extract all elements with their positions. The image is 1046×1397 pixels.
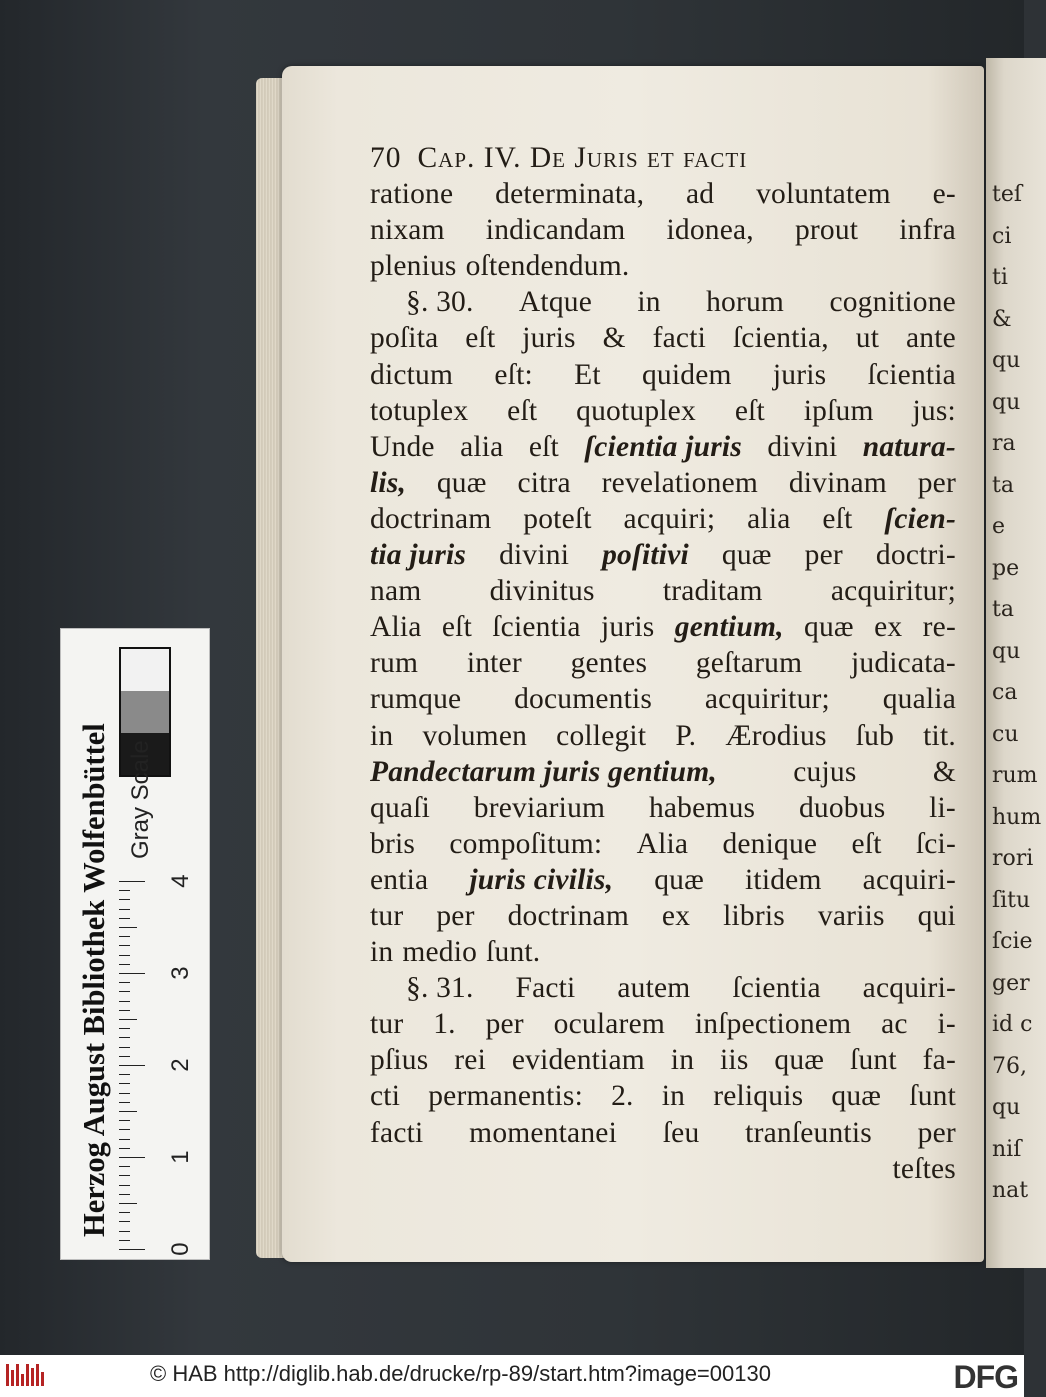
word: prout: [794, 214, 859, 247]
word: ſci-: [915, 827, 956, 860]
word: tur: [370, 1008, 404, 1041]
text-line: [370, 898, 956, 934]
word: judicata-: [850, 647, 956, 680]
word: eſt: [441, 611, 472, 644]
ruler-institution-label: Herzog August Bibliothek Wolfenbüttel: [77, 723, 111, 1237]
word: &: [932, 755, 956, 788]
word: qualia: [882, 683, 956, 716]
text-line: [370, 754, 956, 790]
word: &: [602, 322, 626, 355]
word: cognitione: [829, 286, 956, 319]
text-line: [370, 826, 956, 862]
facing-page-fragment: 76,: [992, 1053, 1027, 1079]
text-line: [370, 573, 956, 609]
word: rum: [370, 647, 419, 680]
word: idonea,: [666, 214, 754, 247]
text-line: [370, 862, 956, 898]
word: bris: [370, 827, 416, 860]
scale-number: 3: [167, 966, 194, 980]
facing-page-fragment: ta: [992, 472, 1014, 498]
word: divinitus: [489, 575, 595, 608]
text-line: [370, 718, 956, 754]
word: fa-: [922, 1044, 956, 1077]
facing-page-fragment: ci: [992, 223, 1012, 249]
word: divini: [767, 430, 838, 463]
facing-page-fragment: cu: [992, 721, 1019, 747]
facing-page-fragment: ſcie: [992, 929, 1033, 954]
scale-tick: [119, 1221, 130, 1222]
scale-tick: [119, 1249, 145, 1250]
word: determinata,: [495, 178, 645, 211]
word: e-: [932, 178, 956, 211]
word: per: [436, 899, 475, 932]
scale-tick: [119, 890, 130, 891]
text-line: [370, 609, 956, 645]
text-line: [370, 1078, 956, 1114]
word: permanentis:: [428, 1080, 583, 1113]
word: ſcientia: [867, 358, 956, 391]
facing-page-fragment: ca: [992, 680, 1018, 705]
facing-page-fragment: qu: [992, 348, 1021, 373]
scale-tick: [119, 1028, 130, 1029]
word: voluntatem: [756, 178, 891, 211]
text-line: [370, 1006, 956, 1042]
word: in: [661, 1080, 686, 1113]
word: nixam: [370, 214, 445, 247]
scale-tick: [119, 945, 130, 946]
word: iis: [720, 1044, 749, 1077]
word: ſub: [855, 719, 895, 752]
word: rei: [454, 1044, 486, 1077]
facing-page-fragment: qu: [992, 1095, 1021, 1120]
word: qui: [917, 899, 956, 932]
word: eſt: [851, 827, 882, 860]
scale-number: 1: [167, 1150, 194, 1164]
word: quæ: [721, 539, 772, 572]
word: doctrinam: [507, 899, 629, 932]
word: ſcien-: [884, 502, 956, 535]
word: dictum: [370, 358, 454, 391]
scale-tick: [119, 899, 130, 900]
word: eſt: [734, 394, 765, 427]
word: ante: [905, 322, 956, 355]
word: revelationem: [601, 466, 759, 499]
credit-link[interactable]: © HAB http://diglib.hab.de/drucke/rp-89/start.htm?image=00130: [150, 1361, 771, 1386]
word: reliquis: [713, 1080, 804, 1113]
scale-tick: [119, 1120, 130, 1121]
word: divinam: [788, 466, 887, 499]
word: citra: [517, 466, 571, 499]
word: inſpectionem: [694, 1008, 852, 1041]
dfg-logo: DFG: [953, 1359, 1018, 1395]
word: naturа-: [862, 430, 956, 463]
word: §. 30.: [406, 286, 474, 319]
word: pſius: [370, 1044, 429, 1077]
word: habemus: [648, 791, 756, 824]
word: ſcientia: [492, 611, 581, 644]
word: totuplex: [370, 394, 469, 427]
word: evidentiam: [511, 1044, 645, 1077]
scale-tick: [119, 1175, 130, 1176]
word: rumque: [370, 683, 462, 716]
word: ſunt: [909, 1080, 956, 1113]
word: quæ: [831, 1080, 882, 1113]
word: quotuplex: [576, 394, 696, 427]
word: nam: [370, 575, 422, 608]
word: ſunt.: [486, 936, 541, 969]
word: autem: [617, 972, 691, 1005]
gray-patch: [121, 649, 169, 691]
word: ocularem: [553, 1008, 666, 1041]
word: denique: [722, 827, 818, 860]
word: collegit: [556, 719, 647, 752]
word: eſt: [465, 322, 496, 355]
word: quæ: [804, 611, 854, 644]
scale-tick: [119, 918, 130, 919]
catchword-line: [370, 1151, 956, 1187]
scale-tick: [119, 1203, 137, 1204]
word: cujus: [793, 755, 857, 788]
word: variis: [817, 899, 885, 932]
word: per: [804, 539, 843, 572]
scale-tick: [119, 1129, 130, 1130]
scale-tick: [119, 927, 137, 928]
scale-tick: [119, 982, 130, 983]
gray-scale-label: Gray Scale: [127, 740, 154, 859]
word: per: [917, 466, 956, 499]
word: itidem: [745, 863, 822, 896]
word: indicandam: [485, 214, 626, 247]
scale-tick: [119, 1093, 130, 1094]
facing-page-fragment: ſitu: [992, 887, 1031, 913]
word: Unde: [370, 430, 435, 463]
word: facti: [652, 322, 706, 355]
word: re-: [922, 611, 956, 644]
word: §. 31.: [406, 972, 474, 1005]
catchword: teſtes: [892, 1152, 956, 1185]
word: breviarium: [473, 791, 606, 824]
word: plenius: [370, 250, 457, 283]
word: 1.: [433, 1008, 456, 1041]
word: eſt: [822, 502, 853, 535]
word: ſcientia juris: [584, 430, 742, 463]
word: tit.: [923, 719, 956, 752]
word: geſtarum: [695, 647, 803, 680]
word: tranſeuntis: [745, 1116, 872, 1149]
word: ſunt: [850, 1044, 897, 1077]
word: duobus: [798, 791, 886, 824]
word: li-: [929, 791, 956, 824]
word: compoſitum:: [449, 827, 603, 860]
word: lis,: [370, 466, 407, 499]
word: libris: [723, 899, 785, 932]
word: poſitivi: [602, 539, 689, 572]
word: eſt: [528, 430, 559, 463]
word: ex: [661, 899, 691, 932]
text-line: [370, 393, 956, 429]
word: quæ: [654, 863, 704, 896]
scale-number: 4: [167, 874, 194, 888]
word: quæ: [774, 1044, 825, 1077]
scale-tick: [119, 1010, 130, 1011]
facing-page-fragment: niſ: [992, 1136, 1022, 1162]
scale-tick: [119, 1083, 130, 1084]
word: acquiri-: [862, 863, 956, 896]
word: tur: [370, 899, 404, 932]
color-ruler: [60, 628, 210, 1260]
word: poteſt: [523, 502, 592, 535]
facing-page-fragment: &: [992, 306, 1012, 332]
word: ipſum: [803, 394, 874, 427]
facing-page-fragment: rum: [992, 763, 1038, 788]
word: per: [917, 1116, 956, 1149]
scale-tick: [119, 1231, 130, 1232]
word: juris civilis,: [469, 863, 614, 896]
facing-page-fragment: nat: [992, 1178, 1029, 1203]
word: 2.: [611, 1080, 634, 1113]
word: eſt: [507, 394, 538, 427]
facing-page-fragment: e: [992, 514, 1006, 539]
scale-tick: [119, 1102, 130, 1103]
body-lines: [370, 176, 956, 1151]
scale-tick: [119, 991, 130, 992]
text-line: [370, 1115, 956, 1151]
scale-tick: [119, 1185, 130, 1186]
word: alia: [747, 502, 791, 535]
text-line: [370, 681, 956, 717]
word: Facti: [515, 972, 576, 1005]
scale-tick: [119, 1037, 130, 1038]
word: traditam: [662, 575, 763, 608]
text-line: [370, 1042, 956, 1078]
word: divini: [499, 539, 570, 572]
word: Alia: [370, 611, 422, 644]
word: Atque: [518, 286, 593, 319]
scale-tick: [119, 1047, 130, 1048]
word: quæ: [436, 466, 487, 499]
word: horum: [706, 286, 785, 319]
word: juris: [601, 611, 655, 644]
text-line: [370, 248, 956, 284]
word: Ærodius: [725, 719, 827, 752]
text-line: [370, 176, 956, 212]
word: acquiritur;: [830, 575, 956, 608]
page-number: 70: [370, 142, 402, 174]
facing-page-fragment: rori: [992, 846, 1034, 871]
word: inter: [466, 647, 522, 680]
text-line: [370, 320, 956, 356]
word: tia juris: [370, 539, 467, 572]
scale-tick: [119, 1074, 130, 1075]
word: eſt:: [494, 358, 533, 391]
text-line: [370, 537, 956, 573]
scale-tick: [119, 1001, 130, 1002]
word: doctri-: [875, 539, 956, 572]
word: medio: [402, 936, 478, 969]
scale-tick: [119, 1157, 145, 1158]
word: ut: [855, 322, 880, 355]
text-line: [370, 212, 956, 248]
text-line: [370, 645, 956, 681]
facing-page-fragment: pe: [992, 555, 1020, 581]
word: Pandectarum juris gentium,: [370, 755, 717, 788]
scale-number: 0: [167, 1242, 194, 1256]
barcode-icon: [6, 1364, 44, 1386]
facing-page-fragment: id c: [992, 1012, 1033, 1037]
text-line: [370, 501, 956, 537]
scale-tick: [119, 1166, 130, 1167]
word: ad: [685, 178, 715, 211]
word: i-: [937, 1008, 956, 1041]
word: in: [670, 1044, 695, 1077]
word: poſita: [370, 322, 439, 355]
text-line: [370, 284, 956, 320]
scale-number: 2: [167, 1058, 194, 1072]
text-line: [370, 429, 956, 465]
facing-page-fragment: teſ: [992, 182, 1023, 207]
scale-tick: [119, 1139, 130, 1140]
scale-tick: [119, 1240, 130, 1241]
scale-tick: [119, 1194, 130, 1195]
facing-page-fragment: ta: [992, 597, 1014, 622]
scale-tick: [119, 881, 145, 882]
facing-page-fragment: qu: [992, 638, 1021, 664]
word: juris: [522, 322, 576, 355]
word: juris: [772, 358, 827, 391]
word: facti: [370, 1116, 424, 1149]
facing-page-fragment: qu: [992, 389, 1021, 415]
word: P.: [675, 719, 697, 752]
word: momentanei: [469, 1116, 617, 1149]
text-line: [370, 357, 956, 393]
scale-tick: [119, 1065, 145, 1066]
word: ſeu: [662, 1116, 700, 1149]
scale-tick: [119, 909, 130, 910]
word: Alia: [636, 827, 689, 860]
word: in: [637, 286, 661, 319]
word: Et: [574, 358, 601, 391]
word: volumen: [422, 719, 528, 752]
word: entia: [370, 863, 429, 896]
word: doctrinam: [370, 502, 492, 535]
running-head: [370, 140, 956, 176]
text-line: [370, 465, 956, 501]
word: ſcientia,: [732, 322, 829, 355]
text-line: [370, 934, 956, 970]
scale-tick: [119, 1056, 130, 1057]
facing-page-fragment: ger: [992, 970, 1030, 996]
word: quidem: [641, 358, 732, 391]
text-line: [370, 970, 956, 1006]
facing-page-edge: [986, 58, 1046, 1268]
scale-tick: [119, 1148, 130, 1149]
word: ex: [874, 611, 903, 644]
page-text: [370, 140, 956, 1187]
word: acquiritur;: [704, 683, 830, 716]
text-line: [370, 790, 956, 826]
scale-ticks: [119, 869, 145, 1249]
word: in: [370, 719, 394, 752]
word: gentium,: [674, 611, 784, 644]
word: documentis: [514, 683, 653, 716]
word: oſtendendum.: [465, 250, 630, 283]
word: ac: [881, 1008, 908, 1041]
gray-patch: [121, 691, 169, 733]
word: ſcientia: [732, 972, 821, 1005]
word: acquiri;: [623, 502, 716, 535]
facing-page-fragment: hum: [992, 804, 1042, 830]
scale-tick: [119, 1111, 137, 1112]
scale-tick: [119, 1212, 130, 1213]
scale-tick: [119, 936, 130, 937]
word: infra: [899, 214, 956, 247]
scale-tick: [119, 964, 130, 965]
word: in: [370, 936, 394, 969]
word: quaſi: [370, 791, 430, 824]
scale-tick: [119, 973, 145, 974]
word: gentes: [570, 647, 648, 680]
word: acquiri-: [862, 972, 956, 1005]
word: alia: [460, 430, 504, 463]
chapter-title: Cap. IV. De Juris et facti: [417, 142, 748, 174]
word: per: [485, 1008, 524, 1041]
word: cti: [370, 1080, 401, 1113]
word: jus:: [912, 394, 956, 427]
facing-page-fragment: ti: [992, 265, 1008, 290]
scale-tick: [119, 955, 130, 956]
facing-page-fragment: ra: [992, 431, 1016, 456]
word: ratione: [370, 178, 454, 211]
scale-tick: [119, 1019, 137, 1020]
footer-bar: [0, 1355, 1024, 1397]
